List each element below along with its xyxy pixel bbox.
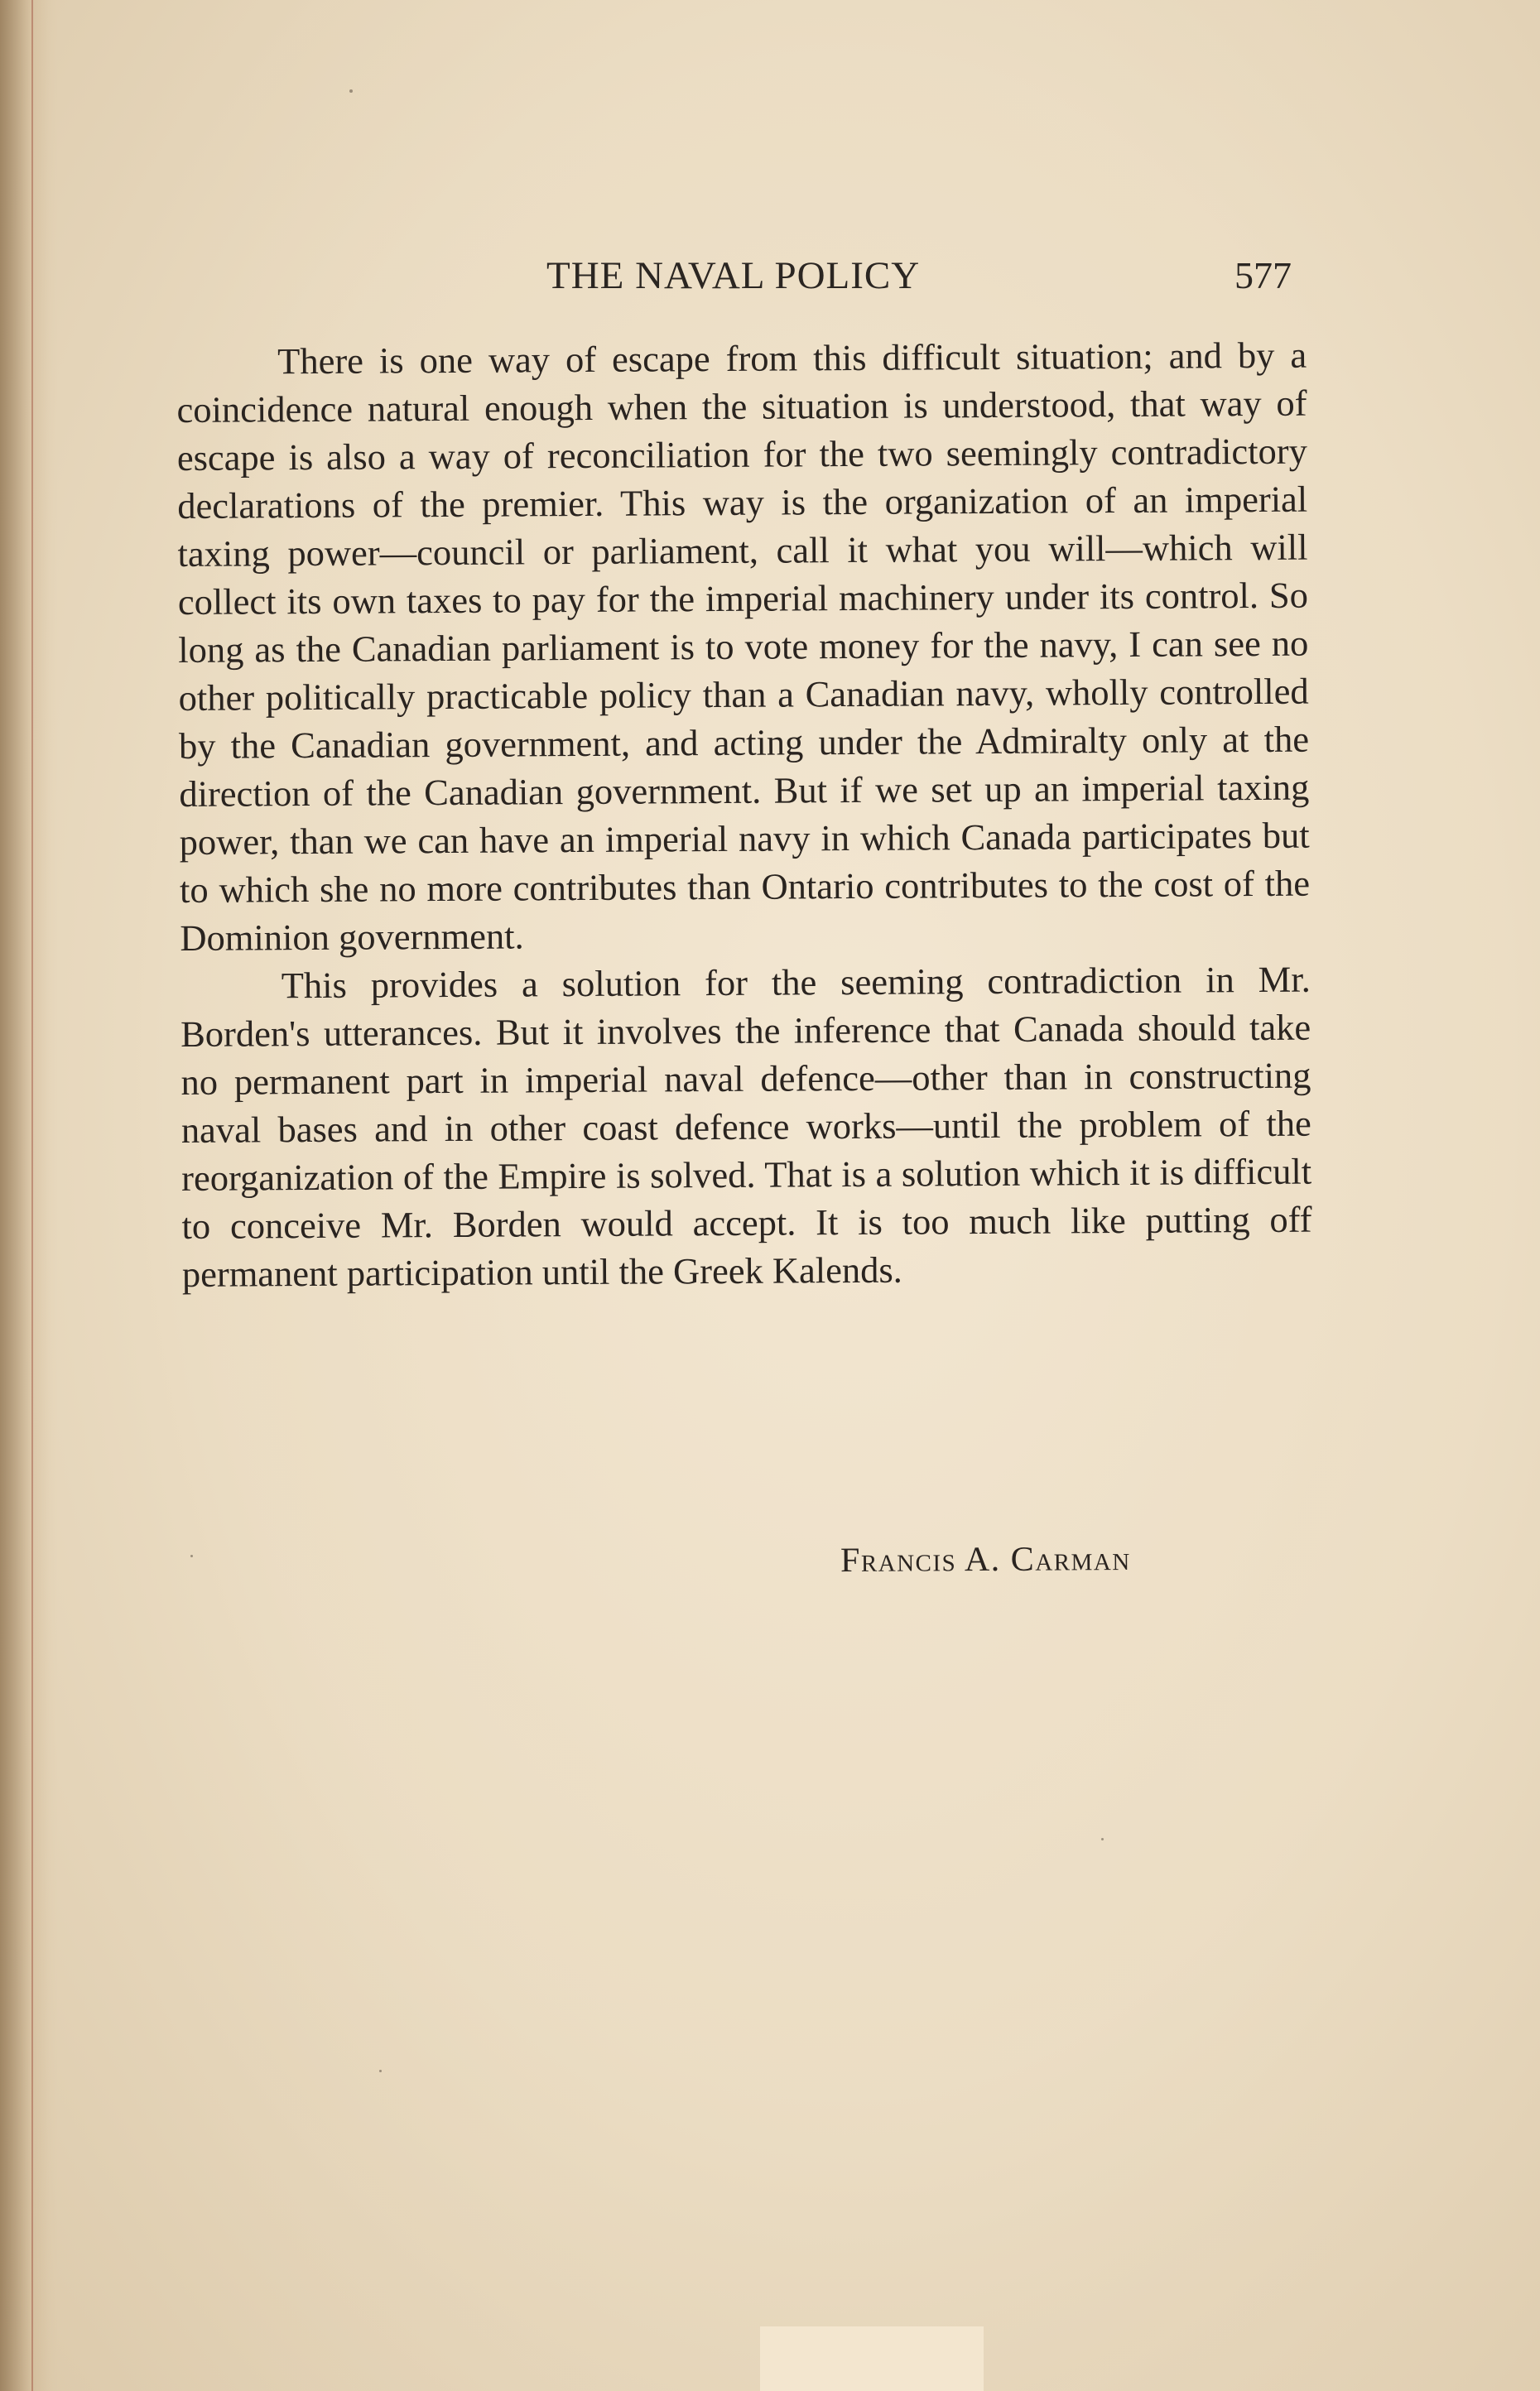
spine-shadow — [0, 0, 50, 2391]
spine-edge — [31, 0, 33, 2391]
running-header — [178, 248, 1300, 306]
bottom-paper-patch — [760, 2326, 984, 2391]
article-body — [176, 331, 1312, 1298]
paragraph-1: There is one way of escape from this difficult situation; and by a coincidence natural enough when the situation is understood, that way of escape is also a way of reconciliation for the two seemingly contradictory declarations of the premier. This way is the organization of an imperial taxing power—council or parliament, call it what you will—which will collect its own taxes to pay for the imperial machinery under its control. So long as the Canadian parliament is to vote money for the navy, I can see no other politically practicable policy than a Canadian navy, wholly controlled by the Canadian government, and acting under the Admiralty only at the direction of the Canadian government. But if we set up an imperial taxing power, than we can have an imperial navy in which Canada participates but to which she no more contributes than Ontario contributes to the cost of the Dominion government. — [176, 334, 1311, 959]
running-title: THE NAVAL POLICY — [546, 254, 921, 297]
paper-speck — [349, 89, 353, 93]
paper-speck — [190, 1555, 193, 1557]
paper-speck — [1101, 1838, 1104, 1840]
paragraph-2: This provides a solution for the seeming contradiction in Mr. Borden's utterances. But it involves the inference that Canada should take no permanent part in imperial naval defence—other than in constructing naval bases and in other coast defence works—until the problem of the reorganization of the Empire is solved. That is a solution which it is difficult to conceive Mr. Borden would accept. It is too much like putting off permanent participation until the Greek Kalends. — [180, 958, 1312, 1295]
author-signature: Francis A. Carman — [840, 1539, 1131, 1580]
paper-speck — [379, 2070, 382, 2072]
page-number: 577 — [1234, 254, 1292, 296]
